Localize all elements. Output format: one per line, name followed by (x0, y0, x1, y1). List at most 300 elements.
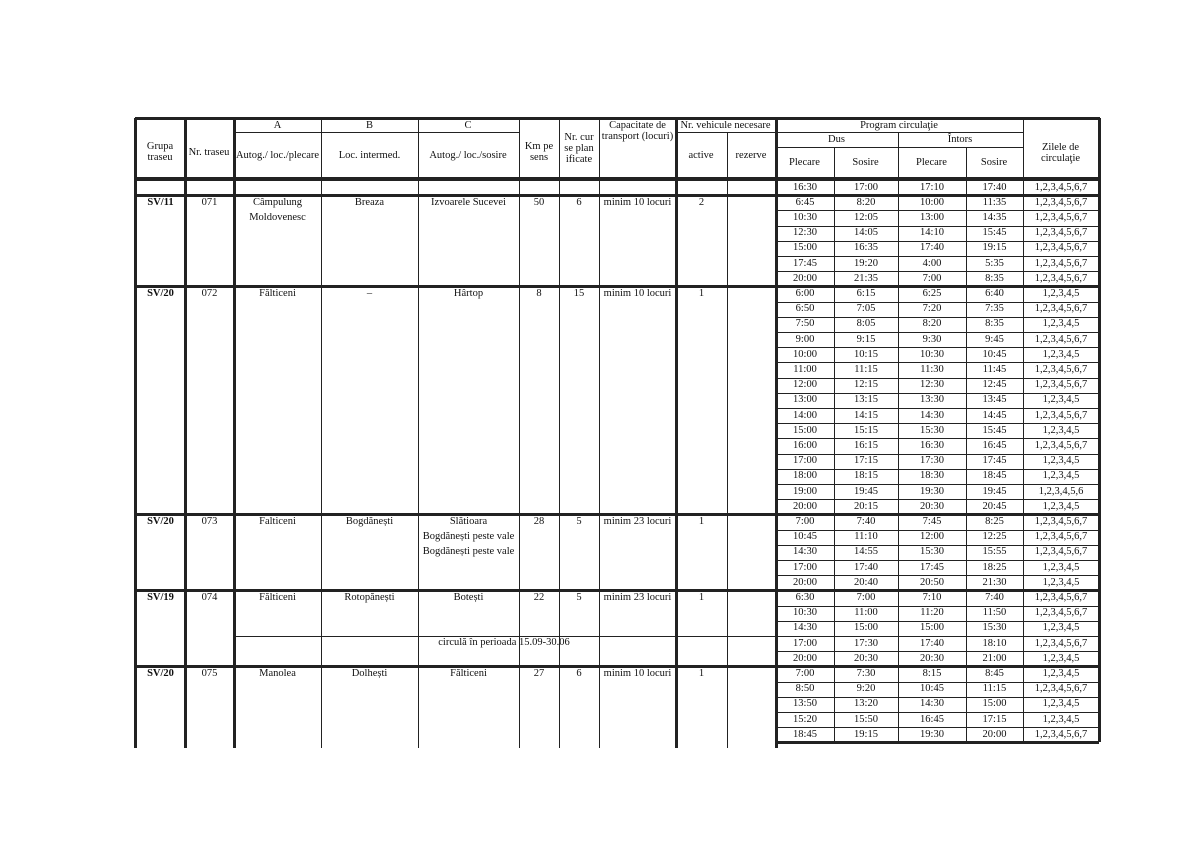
schedule-dus-sosire: 12:05 (854, 211, 878, 223)
header-autog-plecare (234, 133, 321, 177)
header-autog-sosire (418, 133, 518, 177)
grid-line (184, 118, 187, 748)
header-nr-vehicule-text: Nr. vehicule necesare (680, 120, 771, 131)
schedule-zilele-circulatie: 1,2,3,4,5,6,7 (1034, 546, 1088, 558)
schedule-zilele-circulatie: 1,2,3,4,5,6,7 (1034, 303, 1088, 315)
route-loc-sosire: Bogdănești peste vale (422, 531, 515, 543)
route-loc-intermed: Rotopănești (344, 591, 395, 603)
schedule-zilele-circulatie: 1,2,3,4,5,6,7 (1034, 181, 1088, 193)
schedule-intors-sosire: 8:45 (985, 667, 1004, 679)
header-dus-text: Dus (828, 134, 845, 145)
header-autog-sosire-text: Autog./ loc./sosire (429, 149, 507, 161)
schedule-dus-plecare: 17:45 (793, 257, 817, 269)
route-loc-intermed: Breaza (354, 196, 385, 208)
schedule-dus-sosire: 13:20 (854, 698, 878, 710)
schedule-zilele-circulatie: 1,2,3,4,5 (1042, 455, 1080, 467)
route-loc-sosire: Izvoarele Sucevei (431, 196, 506, 208)
schedule-zilele-circulatie: 1,2,3,4,5 (1042, 394, 1080, 406)
grid-line (776, 514, 1099, 515)
schedule-intors-sosire: 8:35 (985, 318, 1004, 330)
schedule-intors-sosire: 6:40 (985, 287, 1004, 299)
grid-line (898, 132, 899, 742)
route-km: 27 (533, 667, 545, 679)
header-col-a (234, 119, 321, 132)
schedule-intors-plecare: 10:00 (920, 196, 944, 208)
route-km: 28 (533, 515, 545, 527)
schedule-intors-plecare: 19:30 (920, 728, 944, 740)
schedule-intors-sosire: 13:45 (982, 394, 1007, 406)
grid-line (966, 147, 967, 742)
schedule-intors-plecare: 16:30 (920, 439, 944, 451)
header-intors-plecare-text: Plecare (916, 157, 947, 168)
schedule-dus-plecare: 6:45 (795, 196, 815, 208)
schedule-zilele-circulatie: 1,2,3,4,5 (1042, 318, 1080, 330)
grid-line (776, 712, 1099, 713)
schedule-dus-plecare: 6:50 (795, 303, 815, 315)
schedule-dus-plecare: 7:50 (795, 318, 815, 330)
schedule-intors-plecare: 13:00 (920, 211, 944, 223)
grid-line (776, 317, 1099, 318)
route-vehicule-rezerve (727, 667, 776, 680)
route-loc-sosire: Bogdănești peste vale (422, 546, 515, 558)
schedule-dus-sosire: 16:15 (854, 439, 878, 451)
schedule-dus-sosire: 15:15 (854, 424, 878, 436)
schedule-dus-sosire: 20:40 (854, 576, 878, 588)
schedule-zilele-circulatie: 1,2,3,4,5,6,7 (1034, 242, 1088, 254)
route-km: 50 (533, 196, 545, 208)
schedule-intors-plecare: 7:45 (922, 515, 942, 527)
schedule-intors-sosire: 12:45 (982, 379, 1007, 391)
schedule-zilele-circulatie: 1,2,3,4,5 (1042, 348, 1080, 360)
grid-line (776, 210, 1099, 211)
schedule-dus-sosire: 10:15 (854, 348, 878, 360)
schedule-intors-plecare: 12:00 (920, 531, 944, 543)
header-intors-plecare (898, 148, 965, 177)
header-nr-vehicule (676, 119, 775, 132)
schedule-zilele-circulatie: 1,2,3,4,5,6,7 (1034, 591, 1088, 603)
schedule-intors-plecare: 6:25 (922, 287, 942, 299)
route-loc-plecare: Falticeni (259, 515, 296, 527)
schedule-intors-sosire: 20:00 (982, 728, 1007, 740)
route-loc-plecare: Câmpulung (253, 196, 302, 208)
schedule-intors-sosire: 18:25 (982, 561, 1007, 573)
schedule-zilele-circulatie: 1,2,3,4,5 (1042, 500, 1080, 512)
schedule-dus-sosire: 11:00 (854, 607, 878, 619)
route-vehicule-active: 1 (698, 667, 705, 679)
schedule-dus-plecare: 20:00 (793, 272, 817, 284)
schedule-intors-plecare: 15:00 (920, 622, 944, 634)
schedule-dus-plecare: 20:00 (793, 652, 817, 664)
grid-line (776, 682, 1099, 683)
route-grupa: SV/11 (147, 196, 174, 208)
grid-line (776, 697, 1099, 698)
grid-line (776, 499, 1099, 500)
schedule-dus-sosire: 7:00 (856, 591, 876, 603)
grid-line (776, 560, 1099, 561)
route-nr-curse: 6 (576, 196, 582, 208)
schedule-intors-plecare: 19:30 (920, 485, 944, 497)
schedule-dus-plecare: 15:20 (793, 713, 817, 725)
grid-line (676, 132, 776, 133)
schedule-intors-sosire: 18:10 (982, 637, 1007, 649)
route-nr-curse: 15 (573, 287, 585, 299)
route-vehicule-active: 1 (698, 515, 705, 527)
schedule-intors-plecare: 8:15 (922, 667, 942, 679)
header-col-a-text: A (273, 120, 282, 131)
grid-line (776, 484, 1099, 485)
route-grupa: SV/20 (147, 515, 174, 527)
grid-line (776, 590, 1099, 591)
header-km-text: Km pe sens (524, 141, 554, 163)
schedule-dus-plecare: 17:00 (793, 561, 817, 573)
schedule-intors-plecare: 11:20 (920, 607, 944, 619)
schedule-dus-sosire: 17:15 (854, 455, 878, 467)
grid-line (776, 423, 1099, 424)
grid-line (776, 256, 1099, 257)
header-dus-plecare (776, 148, 833, 177)
schedule-dus-sosire: 8:05 (856, 318, 876, 330)
header-nr-traseu (185, 130, 233, 174)
schedule-intors-plecare: 14:30 (920, 409, 944, 421)
grid-line (776, 195, 1099, 196)
schedule-zilele-circulatie: 1,2,3,4,5,6,7 (1034, 637, 1088, 649)
schedule-zilele-circulatie: 1,2,3,4,5 (1042, 470, 1080, 482)
schedule-zilele-circulatie: 1,2,3,4,5,6,7 (1034, 379, 1088, 391)
route-vehicule-rezerve (727, 515, 776, 528)
schedule-dus-plecare: 10:30 (793, 211, 817, 223)
schedule-intors-plecare: 15:30 (920, 546, 944, 558)
schedule-dus-sosire: 15:00 (854, 622, 878, 634)
schedule-intors-sosire: 15:30 (982, 622, 1007, 634)
schedule-intors-sosire: 17:40 (982, 181, 1007, 193)
schedule-intors-sosire: 11:15 (982, 683, 1007, 695)
header-dus (776, 133, 897, 146)
grid-line (776, 530, 1099, 531)
schedule-dus-plecare: 7:00 (795, 667, 815, 679)
grid-line (776, 438, 1099, 439)
grid-line (135, 180, 1100, 181)
header-dus-sosire-text: Sosire (852, 157, 879, 168)
schedule-dus-plecare: 20:00 (793, 576, 817, 588)
schedule-zilele-circulatie: 1,2,3,4,5,6,7 (1034, 409, 1088, 421)
schedule-intors-sosire: 19:45 (982, 485, 1007, 497)
schedule-zilele-circulatie: 1,2,3,4,5 (1042, 576, 1080, 588)
schedule-zilele-circulatie: 1,2,3,4,5,6,7 (1034, 439, 1088, 451)
schedule-intors-sosire: 15:45 (982, 424, 1007, 436)
header-capacitate-text: Capacitate de transport (locuri) (601, 120, 674, 142)
schedule-intors-sosire: 15:55 (982, 546, 1007, 558)
schedule-intors-sosire: 17:15 (982, 713, 1007, 725)
schedule-dus-plecare: 16:30 (793, 181, 817, 193)
header-active-text: active (688, 149, 714, 161)
schedule-intors-sosire: 8:35 (985, 272, 1004, 284)
header-intors-text: Întors (947, 134, 973, 145)
header-program (776, 119, 1022, 132)
schedule-dus-sosire: 14:15 (854, 409, 878, 421)
schedule-intors-sosire: 15:00 (982, 698, 1007, 710)
route-loc-plecare: Fălticeni (259, 287, 296, 299)
grid-line (776, 286, 1099, 287)
schedule-dus-plecare: 20:00 (793, 500, 817, 512)
schedule-intors-sosire: 7:40 (985, 591, 1004, 603)
route-loc-sosire: Botești (453, 591, 484, 603)
schedule-intors-sosire: 11:35 (982, 196, 1007, 208)
grid-line (776, 332, 1099, 333)
route-capacitate: minim 10 locuri (603, 667, 672, 679)
schedule-zilele-circulatie: 1,2,3,4,5,6,7 (1034, 607, 1088, 619)
header-rezerve (727, 133, 775, 177)
grid-line (776, 621, 1099, 622)
schedule-intors-plecare: 17:30 (920, 455, 944, 467)
grid-line (234, 636, 776, 637)
route-nr-curse: 5 (576, 515, 582, 527)
grid-line (776, 362, 1099, 363)
grid-line (776, 378, 1099, 379)
schedule-intors-plecare: 7:20 (922, 303, 942, 315)
schedule-dus-sosire: 20:15 (854, 500, 878, 512)
schedule-intors-sosire: 20:45 (982, 500, 1007, 512)
grid-line (775, 118, 778, 748)
schedule-intors-plecare: 13:30 (920, 394, 944, 406)
grid-line (599, 118, 600, 748)
schedule-dus-sosire: 11:15 (854, 363, 878, 375)
schedule-dus-sosire: 19:15 (854, 728, 878, 740)
schedule-intors-plecare: 9:30 (922, 333, 942, 345)
grid-line (776, 545, 1099, 546)
schedule-zilele-circulatie: 1,2,3,4,5,6,7 (1034, 272, 1088, 284)
grid-line (776, 147, 1023, 148)
grid-line (134, 118, 137, 748)
schedule-dus-plecare: 17:00 (793, 455, 817, 467)
schedule-dus-plecare: 15:00 (793, 242, 817, 254)
grid-line (776, 226, 1099, 227)
schedule-intors-plecare: 17:40 (920, 242, 944, 254)
schedule-dus-plecare: 18:00 (793, 470, 817, 482)
schedule-zilele-circulatie: 1,2,3,4,5 (1042, 561, 1080, 573)
header-dus-plecare-text: Plecare (789, 157, 820, 168)
schedule-intors-sosire: 5:35 (985, 257, 1004, 269)
route-vehicule-rezerve (727, 591, 776, 604)
schedule-dus-sosire: 12:15 (854, 379, 878, 391)
route-loc-sosire: Slătioara (449, 515, 488, 527)
route-grupa: SV/20 (147, 287, 174, 299)
schedule-zilele-circulatie: 1,2,3,4,5,6,7 (1034, 531, 1088, 543)
header-col-c-text: C (464, 120, 472, 131)
schedule-zilele-circulatie: 1,2,3,4,5,6,7 (1034, 728, 1088, 740)
header-nr-curse-text: Nr. curse planificate (564, 131, 594, 165)
schedule-dus-sosire: 14:55 (854, 546, 878, 558)
schedule-dus-sosire: 19:20 (854, 257, 878, 269)
route-loc-plecare: Moldovenesc (249, 211, 306, 223)
grid-line (1098, 118, 1101, 742)
schedule-intors-plecare: 20:30 (920, 652, 944, 664)
grid-line (675, 118, 678, 748)
schedule-intors-sosire: 9:45 (985, 333, 1004, 345)
grid-line (1023, 118, 1024, 742)
schedule-dus-plecare: 19:00 (793, 485, 817, 497)
schedule-intors-plecare: 17:10 (920, 181, 944, 193)
schedule-zilele-circulatie: 1,2,3,4,5 (1042, 698, 1080, 710)
schedule-dus-sosire: 19:45 (854, 485, 878, 497)
schedule-intors-sosire: 7:35 (985, 303, 1004, 315)
route-capacitate: minim 23 locuri (603, 591, 672, 603)
schedule-dus-sosire: 20:30 (854, 652, 878, 664)
schedule-intors-plecare: 11:30 (920, 363, 944, 375)
grid-line (776, 651, 1099, 652)
schedule-dus-plecare: 12:30 (793, 227, 817, 239)
schedule-dus-sosire: 9:15 (856, 333, 876, 345)
grid-line (776, 454, 1099, 455)
schedule-intors-plecare: 14:10 (920, 227, 944, 239)
schedule-dus-sosire: 17:30 (854, 637, 878, 649)
schedule-zilele-circulatie: 1,2,3,4,5 (1042, 622, 1080, 634)
schedule-dus-sosire: 11:10 (854, 531, 878, 543)
header-grupa (136, 130, 184, 174)
route-capacitate: minim 10 locuri (603, 287, 672, 299)
route-vehicule-active: 1 (698, 591, 705, 603)
header-active (676, 133, 726, 177)
route-vehicule-rezerve (727, 196, 776, 209)
route-loc-intermed: – (366, 287, 373, 299)
schedule-intors-plecare: 18:30 (920, 470, 944, 482)
grid-line (418, 118, 419, 748)
schedule-dus-sosire: 6:15 (856, 287, 876, 299)
grid-line (776, 606, 1099, 607)
schedule-intors-sosire: 14:45 (982, 409, 1007, 421)
header-loc-intermed (321, 133, 418, 177)
header-rezerve-text: rezerve (735, 149, 767, 161)
schedule-dus-sosire: 17:00 (854, 181, 878, 193)
schedule-intors-plecare: 8:20 (922, 318, 942, 330)
schedule-dus-sosire: 7:30 (856, 667, 876, 679)
schedule-intors-plecare: 20:50 (920, 576, 944, 588)
grid-line (321, 118, 322, 748)
grid-line (776, 636, 1099, 637)
route-nr: 074 (201, 591, 218, 603)
schedule-intors-plecare: 4:00 (922, 257, 942, 269)
header-zilele (1023, 130, 1098, 176)
schedule-intors-plecare: 10:45 (920, 683, 944, 695)
schedule-intors-sosire: 18:45 (982, 470, 1007, 482)
grid-line (519, 118, 520, 748)
schedule-intors-plecare: 16:45 (920, 713, 944, 725)
schedule-zilele-circulatie: 1,2,3,4,5,6,7 (1034, 333, 1088, 345)
grid-line (834, 147, 835, 742)
grid-line (727, 132, 728, 748)
schedule-zilele-circulatie: 1,2,3,4,5 (1042, 667, 1080, 679)
schedule-intors-sosire: 12:25 (982, 531, 1007, 543)
schedule-intors-plecare: 7:10 (922, 591, 942, 603)
schedule-dus-plecare: 12:00 (793, 379, 817, 391)
schedule-dus-plecare: 11:00 (793, 363, 817, 375)
route-nr: 073 (201, 515, 218, 527)
grid-line (776, 393, 1099, 394)
route-nr-curse: 5 (576, 591, 582, 603)
schedule-dus-plecare: 10:30 (793, 607, 817, 619)
schedule-dus-plecare: 13:50 (793, 698, 817, 710)
schedule-dus-plecare: 7:00 (795, 515, 815, 527)
schedule-dus-plecare: 17:00 (793, 637, 817, 649)
schedule-intors-plecare: 12:30 (920, 379, 944, 391)
schedule-dus-sosire: 7:05 (856, 303, 876, 315)
schedule-dus-plecare: 13:00 (793, 394, 817, 406)
header-col-b (321, 119, 418, 132)
grid-line (776, 347, 1099, 348)
schedule-intors-sosire: 21:00 (982, 652, 1007, 664)
schedule-dus-sosire: 8:20 (856, 196, 876, 208)
schedule-intors-sosire: 19:15 (982, 242, 1007, 254)
route-loc-plecare: Manolea (259, 667, 296, 679)
schedule-dus-plecare: 14:00 (793, 409, 817, 421)
header-col-b-text: B (365, 120, 373, 131)
grid-line (776, 469, 1099, 470)
schedule-intors-plecare: 20:30 (920, 500, 944, 512)
route-nr: 075 (201, 667, 218, 679)
schedule-zilele-circulatie: 1,2,3,4,5,6,7 (1034, 211, 1088, 223)
schedule-dus-sosire: 7:40 (856, 515, 876, 527)
schedule-zilele-circulatie: 1,2,3,4,5,6,7 (1034, 196, 1088, 208)
schedule-zilele-circulatie: 1,2,3,4,5 (1042, 652, 1080, 664)
grid-line (776, 132, 1023, 133)
schedule-zilele-circulatie: 1,2,3,4,5 (1042, 424, 1080, 436)
schedule-dus-sosire: 16:35 (854, 242, 878, 254)
route-074-period-note (234, 636, 774, 650)
grid-line (776, 302, 1099, 303)
route-km: 8 (536, 287, 542, 299)
header-nr-curse (560, 119, 598, 177)
schedule-zilele-circulatie: 1,2,3,4,5 (1042, 287, 1080, 299)
schedule-intors-sosire: 16:45 (982, 439, 1007, 451)
schedule-dus-sosire: 15:50 (854, 713, 878, 725)
schedule-dus-plecare: 16:00 (793, 439, 817, 451)
schedule-dus-sosire: 9:20 (856, 683, 876, 695)
header-dus-sosire (834, 148, 897, 177)
schedule-intors-sosire: 8:25 (985, 515, 1004, 527)
schedule-dus-plecare: 14:30 (793, 546, 817, 558)
schedule-intors-plecare: 14:30 (920, 698, 944, 710)
schedule-intors-plecare: 10:30 (920, 348, 944, 360)
schedule-intors-sosire: 21:30 (982, 576, 1007, 588)
header-intors-sosire (966, 148, 1022, 177)
grid-line (776, 271, 1099, 272)
schedule-zilele-circulatie: 1,2,3,4,5 (1042, 713, 1080, 725)
schedule-dus-plecare: 10:45 (793, 531, 817, 543)
schedule-dus-sosire: 14:05 (854, 227, 878, 239)
schedule-dus-plecare: 14:30 (793, 622, 817, 634)
header-program-text: Program circulaţie (860, 120, 938, 131)
grid-line (776, 575, 1099, 576)
route-grupa: SV/19 (147, 591, 174, 603)
grid-line (776, 727, 1099, 728)
schedule-dus-plecare: 6:00 (795, 287, 815, 299)
route-capacitate: minim 10 locuri (603, 196, 672, 208)
header-nr-traseu-text: Nr. traseu (188, 146, 230, 158)
header-zilele-text: Zilele de circulaţie (1040, 142, 1081, 164)
schedule-intors-sosire: 14:35 (982, 211, 1007, 223)
schedule-dus-plecare: 8:50 (795, 683, 815, 695)
schedule-intors-plecare: 15:30 (920, 424, 944, 436)
grid-line (233, 118, 236, 748)
schedule-zilele-circulatie: 1,2,3,4,5,6,7 (1034, 257, 1088, 269)
grid-line (776, 241, 1099, 242)
route-loc-plecare: Fălticeni (259, 591, 296, 603)
route-nr-curse: 6 (576, 667, 582, 679)
header-capacitate (600, 120, 675, 160)
schedule-dus-sosire: 17:40 (854, 561, 878, 573)
route-capacitate: minim 23 locuri (603, 515, 672, 527)
route-grupa: SV/20 (147, 667, 174, 679)
route-loc-intermed: Bogdănești (345, 515, 394, 527)
